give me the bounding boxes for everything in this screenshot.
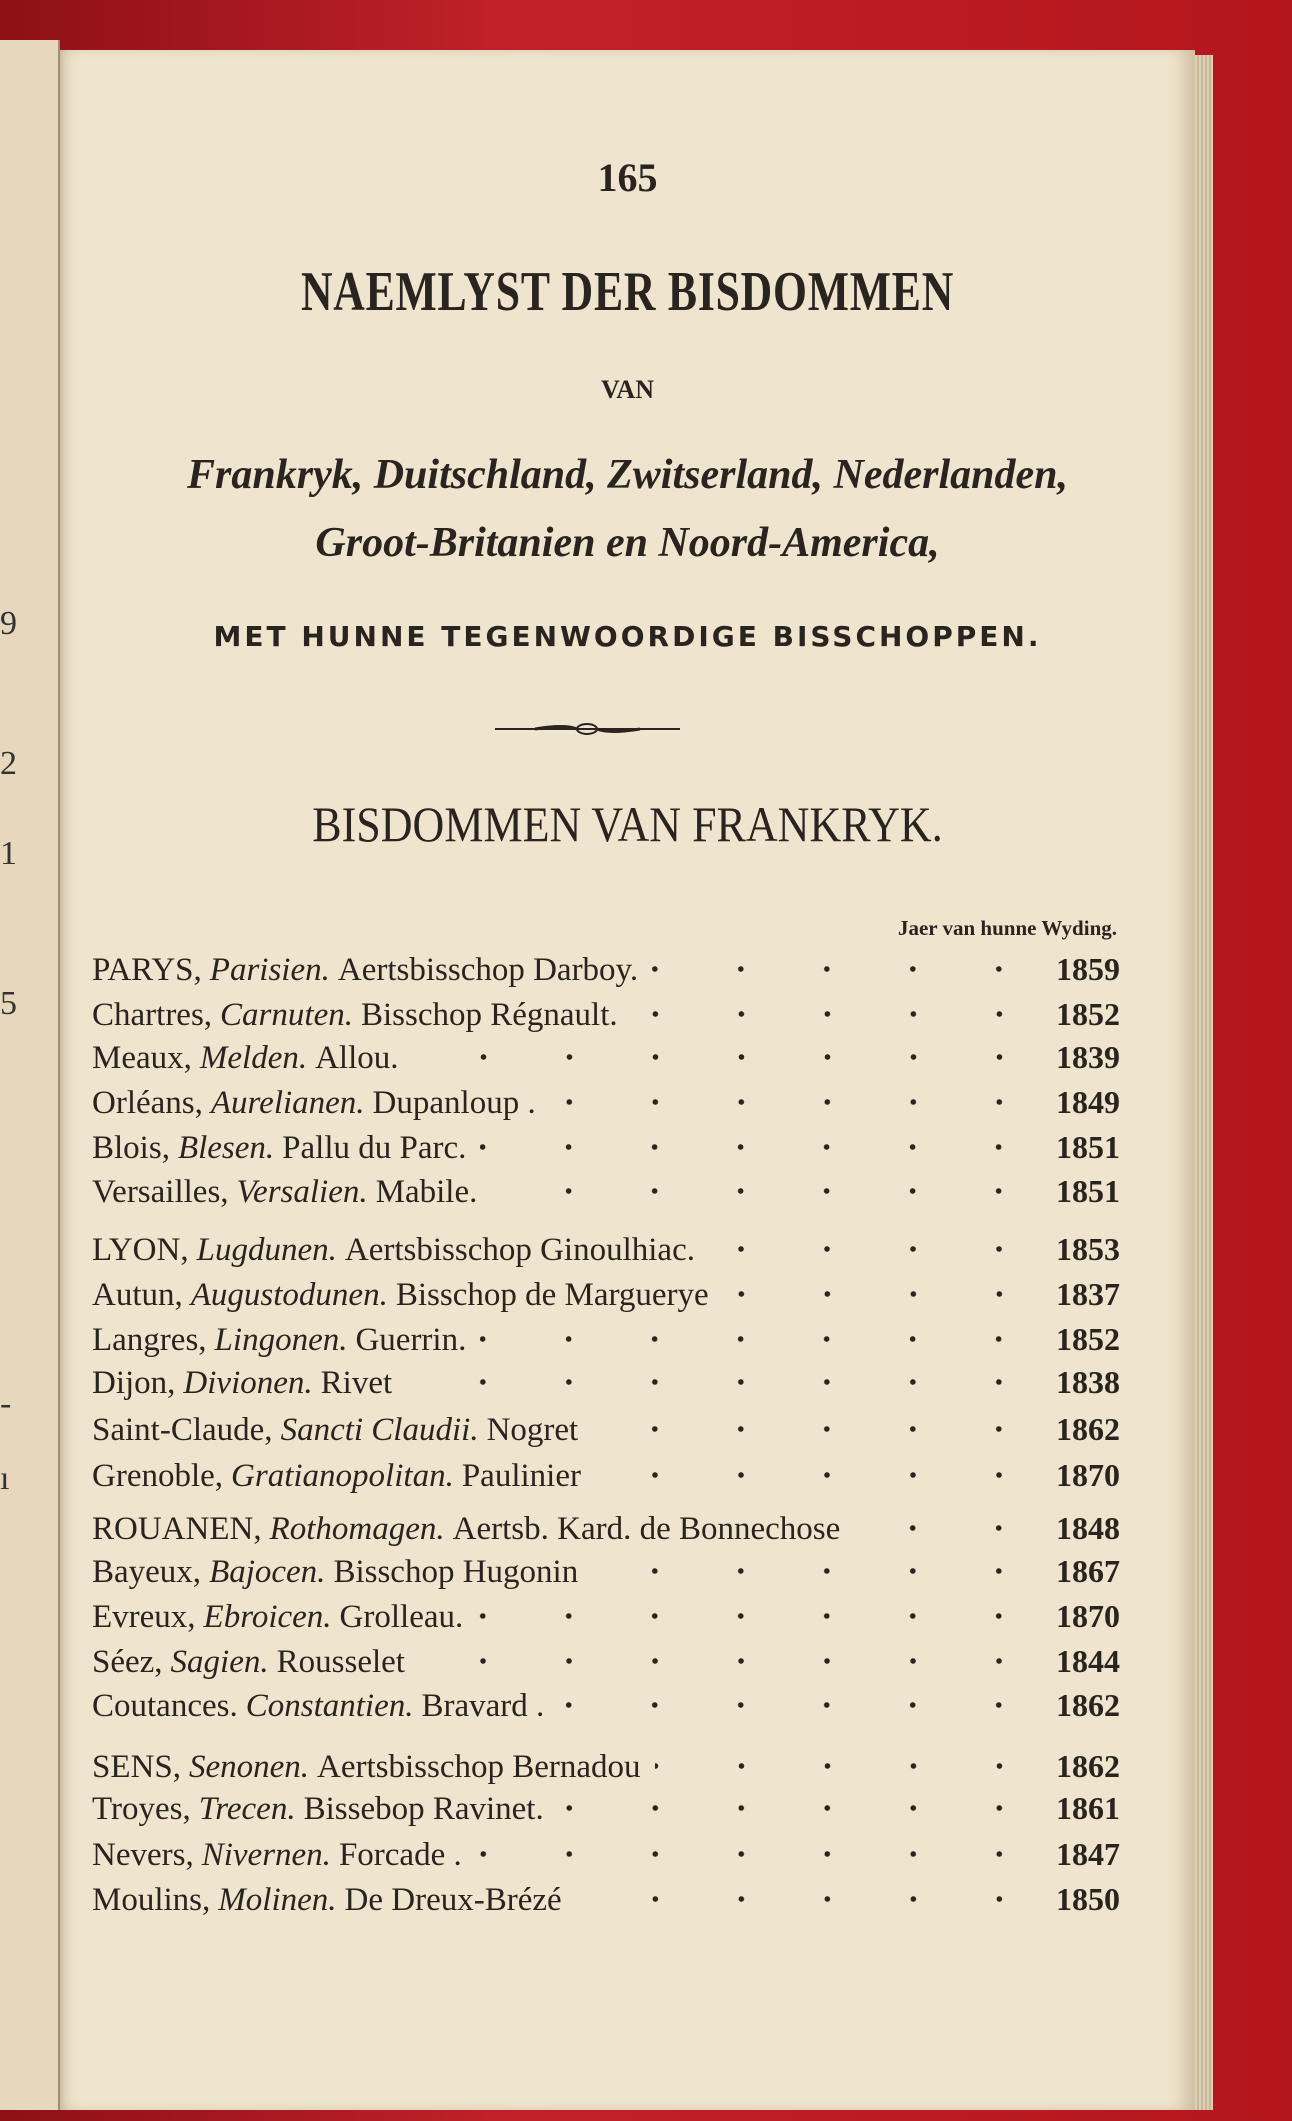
diocese-latin-name: Carnuten. [220,997,353,1033]
diocese-latin-name: Divionen. [183,1365,313,1401]
consecration-year: 1867 [1056,1553,1120,1589]
diocese-city: Versailles, [92,1174,229,1210]
consecration-year: 1852 [1056,1321,1120,1357]
diocese-city: Grenoble, [92,1458,224,1494]
diocese-city: Orléans, [92,1085,203,1121]
diocese-entry [92,1835,1120,1873]
diocese-entry [92,1552,1120,1590]
diocese-entry [92,1642,1120,1680]
bishop-name: Bisschop Régnault. [360,997,618,1033]
ornament-divider [495,722,680,736]
diocese-latin-name: Lingonen. [214,1322,348,1358]
dot-leader [419,1658,1042,1664]
consecration-year: 1862 [1056,1411,1120,1447]
dot-leader [592,1426,1042,1432]
diocese-city: Meaux, [92,1040,192,1076]
bishop-name: Aertsbisschop Darboy. [337,952,639,988]
consecration-year: 1851 [1056,1173,1120,1209]
consecration-year: 1848 [1056,1510,1120,1546]
dot-leader [558,1702,1042,1708]
dot-leader [480,1336,1042,1342]
diocese-city: Evreux, [92,1599,196,1635]
diocese-entry [92,1083,1120,1121]
diocese-city: LYON, [92,1232,189,1268]
consecration-year: 1859 [1056,951,1120,987]
bishop-name: Bisschop de Marguerye [395,1277,709,1313]
dot-leader [595,1472,1042,1478]
diocese-entry [92,1275,1120,1313]
diocese-latin-name: Sagien. [170,1644,269,1680]
diocese-city: Nevers, [92,1837,194,1873]
dot-leader [655,1763,1042,1769]
left-page-edge [0,40,60,2110]
bishop-name: Aertsbisschop Ginoulhiac. [344,1232,695,1268]
diocese-entry [92,1410,1120,1448]
left-page-fragment: 5 [0,985,17,1022]
bishop-name: Mabile. [375,1174,478,1210]
bishop-name: Nogret [486,1412,579,1448]
consecration-year: 1862 [1056,1687,1120,1723]
diocese-city: Saint-Claude, [92,1412,273,1448]
bishop-name: Rousselet [276,1644,405,1680]
page-edges [1195,55,1213,2110]
diocese-latin-name: Versalien. [236,1174,368,1210]
diocese-latin-name: Constantien. [245,1688,414,1724]
diocese-latin-name: Ebroicen. [203,1599,332,1635]
diocese-city: Chartres, [92,997,213,1033]
diocese-latin-name: Nivernen. [201,1837,331,1873]
diocese-entry [92,1230,1120,1268]
dot-leader [576,1896,1042,1902]
bishop-name: Aertsbisschop Bernadou [317,1749,641,1785]
diocese-latin-name: Augustodunen. [190,1277,388,1313]
dot-leader [592,1568,1042,1574]
diocese-latin-name: Senonen. [188,1749,309,1785]
countries-line-1: Frankryk, Duitschland, Zwitserland, Nederlanden, [187,452,1068,498]
diocese-latin-name: Gratianopolitan. [231,1458,454,1494]
dot-leader [632,1011,1042,1017]
bishop-name: Allou. [315,1040,399,1076]
countries-line-2: Groot-Britanien en Noord-America, [315,520,940,566]
diocese-latin-name: Parisien. [209,952,330,988]
consecration-year: 1870 [1056,1457,1120,1493]
diocese-latin-name: Sancti Claudii. [280,1412,479,1448]
consecration-year: 1850 [1056,1881,1120,1917]
consecration-year: 1839 [1056,1039,1120,1075]
diocese-entry [92,1128,1120,1166]
dot-leader [652,966,1042,972]
left-page-fragment: ı [0,1460,10,1497]
dot-leader [854,1525,1042,1531]
consecration-year: 1852 [1056,996,1120,1032]
bishop-name: Forcade . [338,1837,462,1873]
diocese-latin-name: Trecen. [198,1791,296,1827]
diocese-entry [92,1880,1120,1918]
left-page-fragment: 2 [0,745,17,782]
diocese-city: ROUANEN, [92,1511,262,1547]
left-page-fragment: 9 [0,605,17,642]
diocese-city: Coutances. [92,1688,238,1724]
diocese-city: Dijon, [92,1365,176,1401]
left-page-fragment: 1 [0,835,17,872]
dot-leader [709,1246,1042,1252]
bishop-name: Dupanloup . [372,1085,536,1121]
bishop-name: Aertsb. Kard. de Bonnechose [452,1511,841,1547]
bishop-name: Bissebop Ravinet. [303,1791,544,1827]
diocese-entry [92,1320,1120,1358]
diocese-city: Autun, [92,1277,183,1313]
consecration-year: 1847 [1056,1836,1120,1872]
diocese-latin-name: Molinen. [218,1882,337,1918]
subtitle: MET HUNNE TEGENWOORDIGE BISSCHOPPEN. [213,620,1042,653]
diocese-entry [92,1038,1120,1076]
section-title: BISDOMMEN VAN FRANKRYK. [312,796,943,852]
bishop-name: Paulinier [461,1458,581,1494]
dot-leader [480,1144,1042,1150]
diocese-entry [92,1456,1120,1494]
diocese-city: Blois, [92,1130,170,1166]
consecration-year: 1851 [1056,1129,1120,1165]
diocese-city: Séez, [92,1644,163,1680]
diocese-entry [92,950,1120,988]
dot-leader [491,1188,1042,1194]
diocese-latin-name: Lugdunen. [196,1232,337,1268]
diocese-city: Moulins, [92,1882,211,1918]
bishop-name: Pallu du Parc. [282,1130,467,1166]
diocese-entry [92,1686,1120,1724]
diocese-entry [92,1172,1120,1210]
diocese-latin-name: Blesen. [177,1130,275,1166]
consecration-year: 1853 [1056,1231,1120,1267]
bishop-name: Bravard . [421,1688,545,1724]
diocese-latin-name: Bajocen. [209,1554,326,1590]
dot-leader [723,1291,1042,1297]
consecration-year: 1862 [1056,1748,1120,1784]
diocese-city: Langres, [92,1322,207,1358]
diocese-city: PARYS, [92,952,202,988]
diocese-entry [92,1747,1120,1785]
dot-leader [550,1099,1042,1105]
bishop-name: Grolleau. [339,1599,464,1635]
consecration-year: 1838 [1056,1364,1120,1400]
diocese-entry [92,1789,1120,1827]
consecration-year: 1870 [1056,1598,1120,1634]
diocese-latin-name: Rothomagen. [269,1511,445,1547]
consecration-year: 1861 [1056,1790,1120,1826]
consecration-year: 1837 [1056,1276,1120,1312]
dot-leader [413,1054,1042,1060]
diocese-city: SENS, [92,1749,181,1785]
diocese-city: Bayeux, [92,1554,202,1590]
consecration-year: 1844 [1056,1643,1120,1679]
book-page [60,50,1195,2110]
bishop-name: Guerrin. [355,1322,467,1358]
dot-leader [406,1379,1042,1385]
bishop-name: Rivet [320,1365,393,1401]
dot-leader [558,1805,1042,1811]
diocese-entry [92,1597,1120,1635]
bishop-name: De Dreux-Brézé [344,1882,562,1918]
diocese-latin-name: Aurelianen. [210,1085,365,1121]
diocese-entry [92,1509,1120,1547]
column-header: Jaer van hunne Wyding. [897,916,1117,940]
bishop-name: Bisschop Hugonin [333,1554,579,1590]
diocese-entry [92,995,1120,1033]
diocese-latin-name: Melden. [199,1040,308,1076]
diocese-city: Troyes, [92,1791,191,1827]
consecration-year: 1849 [1056,1084,1120,1120]
dot-leader [476,1851,1042,1857]
page-number: 165 [597,155,658,200]
title-van: VAN [601,375,654,404]
page-title: NAEMLYST DER BISDOMMEN [300,261,955,323]
left-page-fragment: - [0,1385,12,1422]
diocese-entry [92,1363,1120,1401]
dot-leader [477,1613,1042,1619]
